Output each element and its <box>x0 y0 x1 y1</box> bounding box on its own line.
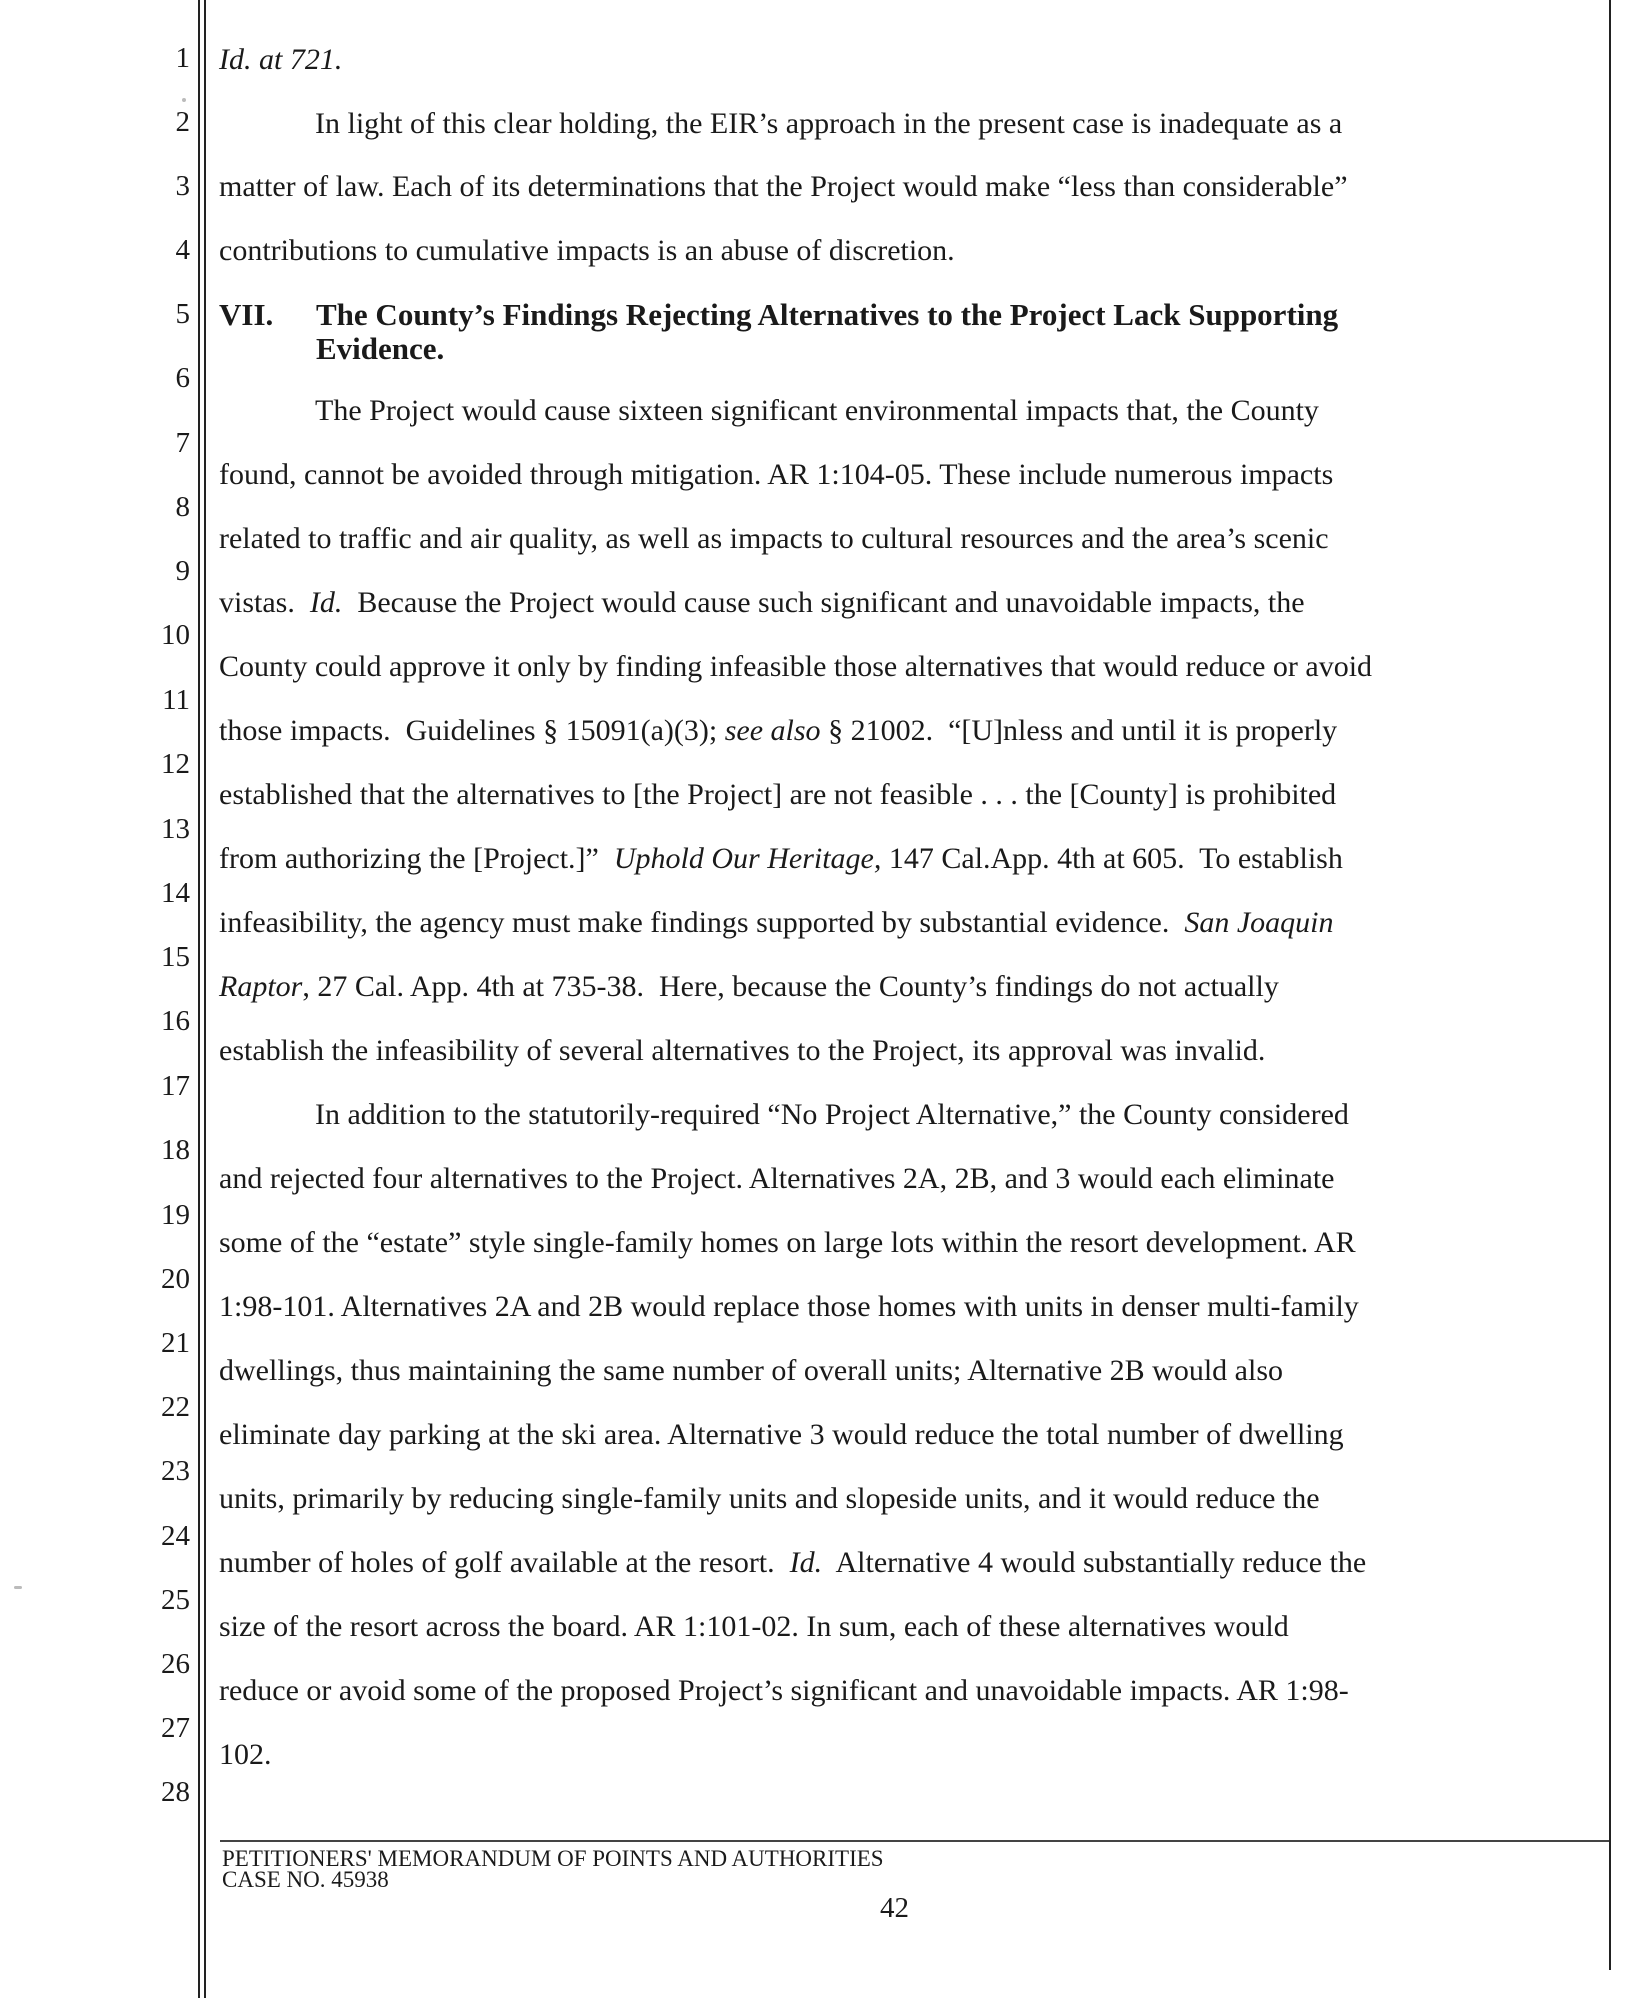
line-number: 4 <box>175 234 190 266</box>
line-number: 11 <box>162 684 190 716</box>
text-line-7: The Project would cause sixteen significant environmental impacts that, the County <box>315 394 1319 427</box>
line-number: 17 <box>161 1070 190 1102</box>
line-number: 19 <box>161 1199 190 1231</box>
text-line-10: vistas. Id. Because the Project would cause such significant and unavoidable impacts, the <box>219 586 1305 619</box>
footer-case-number: CASE NO. 45938 <box>222 1867 389 1892</box>
line-number: 1 <box>175 42 190 74</box>
page-number: 42 <box>880 1892 909 1924</box>
right-margin-rule <box>1609 0 1611 1970</box>
text-line-25: number of holes of golf available at the resort. Id. Alternative 4 would substantially reduce the <box>219 1546 1367 1579</box>
text-line-4: contributions to cumulative impacts is an abuse of discretion. <box>219 234 955 267</box>
text-line-2: In light of this clear holding, the EIR’s approach in the present case is inadequate as a <box>315 107 1343 140</box>
line-number: 21 <box>161 1327 190 1359</box>
section-heading-line-2: Evidence. <box>316 331 445 366</box>
text-line-22: dwellings, thus maintaining the same number of overall units; Alternative 2B would also <box>219 1354 1283 1387</box>
text-line-8: found, cannot be avoided through mitigation. AR 1:104-05. These include numerous impacts <box>219 458 1334 491</box>
footer-title: PETITIONERS' MEMORANDUM OF POINTS AND AUTHORITIES <box>222 1846 884 1871</box>
section-number: VII. <box>219 297 274 332</box>
line-number: 28 <box>161 1776 190 1808</box>
text-line-11: County could approve it only by finding infeasible those alternatives that would reduce or avoid <box>219 650 1373 683</box>
text-line-26: size of the resort across the board. AR 1:101-02. In sum, each of these alternatives would <box>219 1610 1289 1643</box>
text-line-21: 1:98-101. Alternatives 2A and 2B would replace those homes with units in denser multi-family <box>219 1290 1359 1323</box>
footer-divider <box>220 1840 1609 1842</box>
text-line-14: from authorizing the [Project.]” Uphold Our Heritage, 147 Cal.App. 4th at 605. To establish <box>219 842 1343 875</box>
section-heading-line-1: The County’s Findings Rejecting Alternatives to the Project Lack Supporting <box>316 297 1339 332</box>
scan-speck <box>182 98 186 102</box>
line-number: 26 <box>161 1648 190 1680</box>
line-number: 5 <box>175 298 190 330</box>
text-line-20: some of the “estate” style single-family homes on large lots within the resort development. AR <box>219 1226 1356 1259</box>
line-number: 10 <box>161 619 190 651</box>
text-line-28: 102. <box>219 1738 272 1771</box>
line-number: 18 <box>161 1134 190 1166</box>
text-line-1 <box>219 45 1599 75</box>
text-line-15: infeasibility, the agency must make findings supported by substantial evidence. San Joaquin <box>219 906 1334 939</box>
line-number: 24 <box>161 1520 190 1552</box>
line-number: 3 <box>175 170 190 202</box>
line-number: 22 <box>161 1391 190 1423</box>
text-line-3: matter of law. Each of its determinations that the Project would make “less than considerable” <box>219 170 1348 203</box>
text-line-17: establish the infeasibility of several alternatives to the Project, its approval was invalid. <box>219 1034 1266 1067</box>
text-line-9: related to traffic and air quality, as well as impacts to cultural resources and the area’s scenic <box>219 522 1329 555</box>
line-number: 7 <box>175 427 190 459</box>
line-number: 25 <box>161 1584 190 1616</box>
line-number: 8 <box>175 491 190 523</box>
line-number: 9 <box>175 555 190 587</box>
line-number: 23 <box>161 1455 190 1487</box>
line-number: 14 <box>161 877 190 909</box>
text-line-23: eliminate day parking at the ski area. Alternative 3 would reduce the total number of dwelling <box>219 1418 1344 1451</box>
left-margin-rule-inner <box>204 0 206 1998</box>
text-line-18: In addition to the statutorily-required “No Project Alternative,” the County considered <box>315 1098 1349 1131</box>
text-line-16: Raptor, 27 Cal. App. 4th at 735-38. Here, because the County’s findings do not actually <box>219 970 1279 1003</box>
left-margin-rule-outer <box>198 0 200 1998</box>
line-number: 15 <box>161 941 190 973</box>
line-number: 2 <box>175 106 190 138</box>
line-number: 20 <box>161 1263 190 1295</box>
text-line-27: reduce or avoid some of the proposed Project’s significant and unavoidable impacts. AR 1:98- <box>219 1674 1349 1707</box>
scan-speck <box>14 1586 22 1589</box>
text-line-13: established that the alternatives to [the Project] are not feasible . . . the [County] is prohibited <box>219 778 1337 811</box>
text-line-19: and rejected four alternatives to the Project. Alternatives 2A, 2B, and 3 would each eliminate <box>219 1162 1335 1195</box>
text-line-24: units, primarily by reducing single-family units and slopeside units, and it would reduce the <box>219 1482 1320 1515</box>
line-number: 16 <box>161 1005 190 1037</box>
text-line-12: those impacts. Guidelines § 15091(a)(3); see also § 21002. “[U]nless and until it is properly <box>219 714 1338 747</box>
line-number: 13 <box>161 813 190 845</box>
citation-id: Id. at 721. <box>219 43 343 76</box>
line-number: 6 <box>175 362 190 394</box>
line-number: 12 <box>161 748 190 780</box>
line-number: 27 <box>161 1712 190 1744</box>
